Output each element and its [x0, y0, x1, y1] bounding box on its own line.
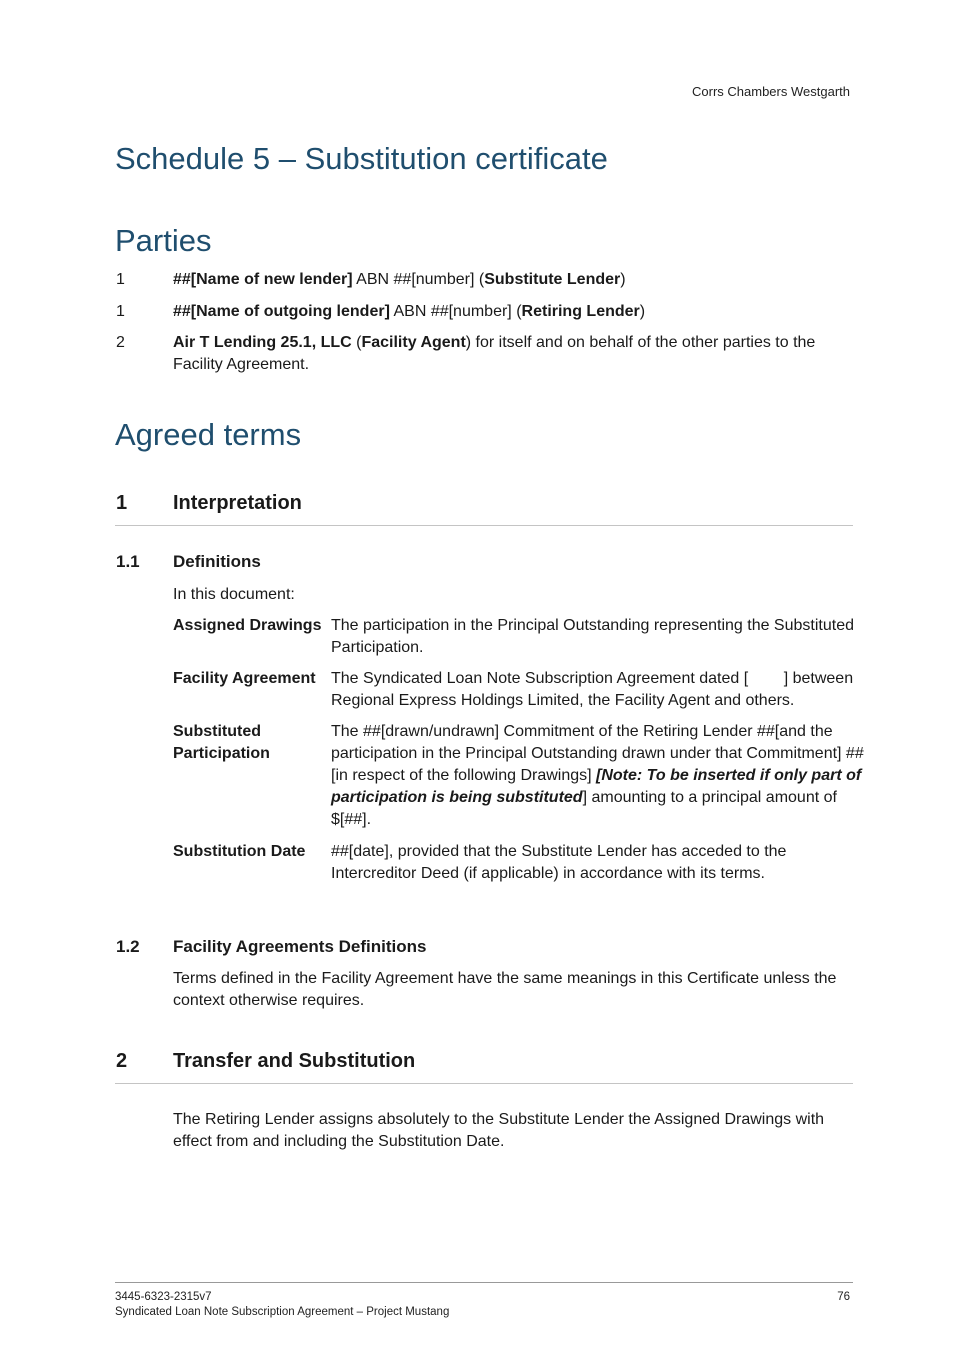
section-divider [115, 1083, 853, 1084]
footer-divider [115, 1282, 853, 1283]
page-number: 76 [837, 1291, 850, 1303]
paragraph: Terms defined in the Facility Agreement have the same meanings in this Certificate unless the context otherwise requires. [173, 970, 837, 1009]
definition-term: Substitution Date [173, 843, 306, 860]
parties-heading: Parties [115, 223, 212, 258]
firm-name: Corrs Chambers Westgarth [692, 84, 850, 99]
definitions-intro: In this document: [173, 586, 295, 603]
subsection-number: 1.2 [116, 937, 140, 956]
subsection-title: Definitions [173, 552, 261, 571]
drafting-note: [Note: To be inserted if only part of participation is being substituted [331, 767, 862, 806]
party-item: Air T Lending 25.1, LLC (Facility Agent) for itself and on behalf of the other parties to the Facility Agreement. [173, 334, 816, 373]
paragraph: The Retiring Lender assigns absolutely to the Substitute Lender the Assigned Drawings with effect from and including the Substitution Date. [173, 1111, 825, 1150]
section-divider [115, 525, 853, 526]
agreed-terms-heading: Agreed terms [115, 417, 302, 452]
definition-text: ##[date], provided that the Substitute Lender has acceded to the Intercreditor Deed (if applicable) in accordance with its terms. [331, 843, 787, 882]
definition-term: Facility Agreement [173, 670, 316, 687]
party-name: ##[Name of new lender] [173, 271, 353, 288]
party-name: Air T Lending 25.1, LLC [173, 334, 352, 351]
definition-text: The Syndicated Loan Note Subscription Agreement dated [ ] between Regional Express Holdings Limited, the Facility Agent and others. [331, 670, 858, 709]
footer-doc-title: Syndicated Loan Note Subscription Agreement – Project Mustang [115, 1306, 450, 1318]
footer-doc-id: 3445-6323-2315v7 [115, 1291, 212, 1303]
party-item: ##[Name of outgoing lender] ABN ##[number] (Retiring Lender) [173, 303, 646, 320]
subsection-title: Facility Agreements Definitions [173, 937, 427, 956]
definition-text: The participation in the Principal Outstanding representing the Substituted Participation. [331, 617, 854, 656]
section-title: Transfer and Substitution [173, 1050, 416, 1072]
subsection-number: 1.1 [116, 552, 140, 571]
party-name: ##[Name of outgoing lender] [173, 303, 390, 320]
party-item: ##[Name of new lender] ABN ##[number] (Substitute Lender) [173, 271, 626, 288]
party-number: 2 [116, 334, 125, 351]
party-role: Substitute Lender [484, 271, 621, 288]
party-number: 1 [116, 303, 125, 320]
section-title: Interpretation [173, 492, 302, 514]
definition-term: Assigned Drawings [173, 617, 322, 634]
party-role: Facility Agent [361, 334, 466, 351]
party-role: Retiring Lender [521, 303, 640, 320]
definition-term: Substituted Participation [173, 723, 270, 762]
section-number: 1 [116, 492, 128, 514]
schedule-title: Schedule 5 – Substitution certificate [115, 141, 608, 176]
party-number: 1 [116, 271, 125, 288]
definition-text: The ##[drawn/undrawn] Commitment of the Retiring Lender ##[and the participation in the Principal Outstanding drawn under that Commitment] ##[in respect of the following Drawings] [Note: To be inserted if only part of participation is being substituted] amounting to a principal amount of $[##]. [331, 723, 864, 828]
section-number: 2 [116, 1050, 128, 1072]
